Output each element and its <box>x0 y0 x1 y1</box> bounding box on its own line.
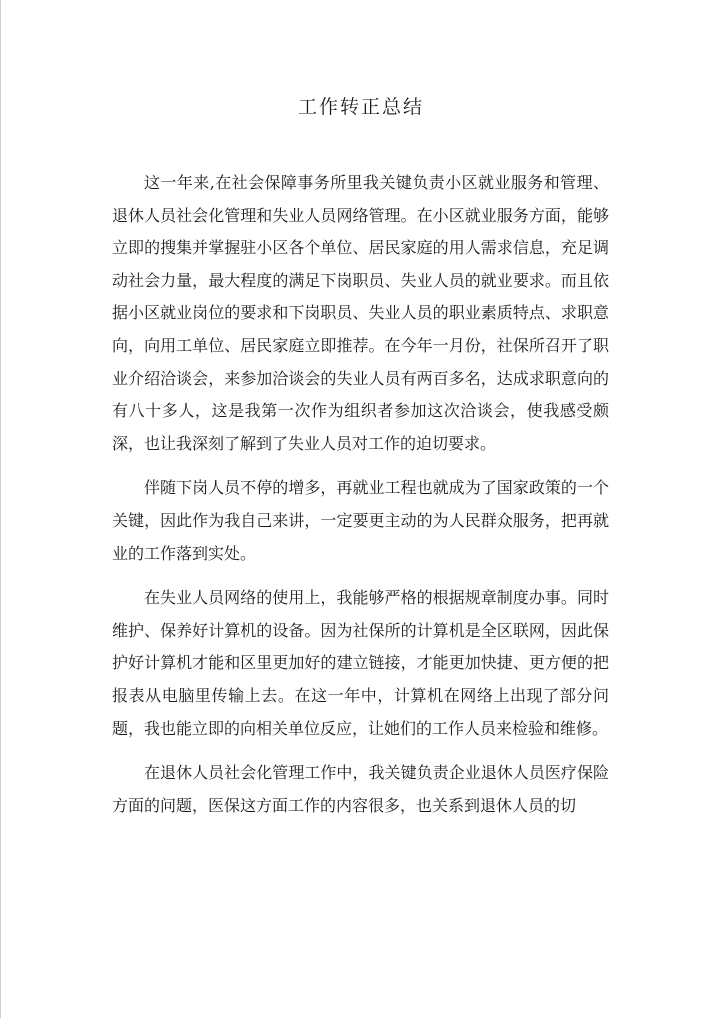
document-body <box>112 167 609 834</box>
paragraph-3: 在失业人员网络的使用上，我能够严格的根据规章制度办事。同时维护、保养好计算机的设备。因为社保所的计算机是全区联网，因此保护好计算机才能和区里更加好的建立链接，才能更加快捷、更方便的把报表从电脑里传输上去。在这一年中，计算机在网络上出现了部分问题，我也能立即的向相关单位反应，让她们的工作人员来检验和维修。 <box>112 588 609 738</box>
paragraph-2: 伴随下岗人员不停的增多，再就业工程也就成为了国家政策的一个关键，因此作为我自己来讲，一定要更主动的为人民群众服务，把再就业的工作落到实处。 <box>112 478 609 563</box>
document-title: 工作转正总结 <box>297 96 424 118</box>
paragraph-4: 在退休人员社会化管理工作中，我关键负责企业退休人员医疗保险方面的问题，医保这方面工作的内容很多，也关系到退休人员的切 <box>112 763 609 815</box>
paragraph-1: 这一年来,在社会保障事务所里我关键负责小区就业服务和管理、退休人员社会化管理和失业人员网络管理。在小区就业服务方面，能够立即的搜集并掌握驻小区各个单位、居民家庭的用人需求信息，充足调动社会力量，最大程度的满足下岗职员、失业人员的就业要求。而且依据小区就业岗位的要求和下岗职员、失业人员的职业素质特点、求职意向，向用工单位、居民家庭立即推荐。在今年一月份，社保所召开了职业介绍洽谈会，来参加洽谈会的失业人员有两百多名，达成求职意向的有八十多人，这是我第一次作为组织者参加这次洽谈会，使我感受颇深，也让我深刻了解到了失业人员对工作的迫切要求。 <box>112 173 609 453</box>
